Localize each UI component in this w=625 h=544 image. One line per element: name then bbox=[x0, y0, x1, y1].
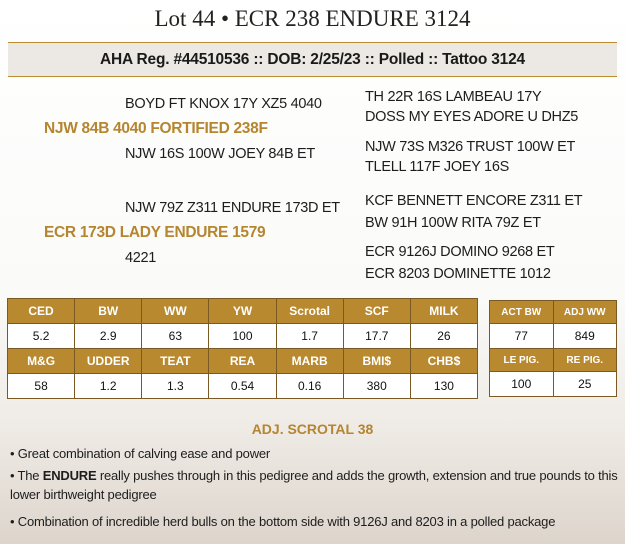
epd-value: 130 bbox=[410, 374, 477, 399]
epd-value-row-2 bbox=[8, 374, 478, 399]
sd-dam: TLELL 117F JOEY 16S bbox=[365, 159, 509, 175]
epd-header-row-2 bbox=[8, 349, 478, 374]
actual-header: LE PIG. bbox=[490, 349, 554, 372]
actual-header: RE PIG. bbox=[553, 349, 617, 372]
epd-header: SCF bbox=[343, 299, 410, 324]
dam-dam: 4221 bbox=[125, 250, 157, 266]
dd-dam: ECR 8203 DOMINETTE 1012 bbox=[365, 266, 551, 282]
sire-dam: NJW 16S 100W JOEY 84B ET bbox=[125, 146, 315, 162]
epd-value: 26 bbox=[410, 324, 477, 349]
actual-value: 100 bbox=[490, 372, 554, 397]
epd-header: BMI$ bbox=[343, 349, 410, 374]
bullet-3: • Combination of incredible herd bulls on the bottom side with 9126J and 8203 in a polled package bbox=[10, 514, 556, 529]
ds-dam: BW 91H 100W RITA 79Z ET bbox=[365, 215, 541, 231]
epd-header: MILK bbox=[410, 299, 477, 324]
bullet-2 bbox=[10, 466, 620, 504]
actual-header-row-1 bbox=[490, 301, 617, 324]
sire-sire: BOYD FT KNOX 17Y XZ5 4040 bbox=[125, 96, 322, 112]
actual-header-row-2 bbox=[490, 349, 617, 372]
epd-header: MARB bbox=[276, 349, 343, 374]
bullet-2-post: really pushes through in this pedigree and adds the growth, extension and true pounds to this lower birthweight pedigree bbox=[10, 468, 618, 502]
epd-table bbox=[7, 298, 478, 399]
bullet-2-bold: ENDURE bbox=[42, 468, 97, 483]
epd-header-row-1 bbox=[8, 299, 478, 324]
epd-header: WW bbox=[142, 299, 209, 324]
dd-sire: ECR 9126J DOMINO 9268 ET bbox=[365, 244, 555, 260]
actual-value-row-1 bbox=[490, 324, 617, 349]
epd-header: BW bbox=[75, 299, 142, 324]
actual-header: ADJ WW bbox=[553, 301, 617, 324]
epd-value: 1.3 bbox=[142, 374, 209, 399]
dam-sire: NJW 79Z Z311 ENDURE 173D ET bbox=[125, 200, 340, 216]
epd-header: M&G bbox=[8, 349, 75, 374]
ss-dam: DOSS MY EYES ADORE U DHZ5 bbox=[365, 109, 579, 125]
epd-value: 1.7 bbox=[276, 324, 343, 349]
epd-value: 17.7 bbox=[343, 324, 410, 349]
actual-header: ACT BW bbox=[490, 301, 554, 324]
dam: ECR 173D LADY ENDURE 1579 bbox=[44, 224, 266, 241]
epd-header: REA bbox=[209, 349, 276, 374]
actual-table bbox=[489, 300, 617, 397]
sd-sire: NJW 73S M326 TRUST 100W ET bbox=[365, 139, 576, 155]
adj-scrotal: ADJ. SCROTAL 38 bbox=[251, 421, 374, 437]
epd-value: 0.54 bbox=[209, 374, 276, 399]
epd-header: CHB$ bbox=[410, 349, 477, 374]
epd-value-row-1 bbox=[8, 324, 478, 349]
bullet-2-pre: • The bbox=[10, 468, 43, 483]
epd-value: 5.2 bbox=[8, 324, 75, 349]
epd-header: UDDER bbox=[75, 349, 142, 374]
epd-value: 0.16 bbox=[276, 374, 343, 399]
actual-value-row-2 bbox=[490, 372, 617, 397]
epd-value: 63 bbox=[142, 324, 209, 349]
epd-value: 380 bbox=[343, 374, 410, 399]
epd-value: 58 bbox=[8, 374, 75, 399]
epd-header: Scrotal bbox=[276, 299, 343, 324]
sire: NJW 84B 4040 FORTIFIED 238F bbox=[44, 120, 268, 137]
epd-value: 1.2 bbox=[75, 374, 142, 399]
epd-header: YW bbox=[209, 299, 276, 324]
lot-title: Lot 44 • ECR 238 ENDURE 3124 bbox=[154, 6, 471, 31]
epd-value: 2.9 bbox=[75, 324, 142, 349]
epd-value: 100 bbox=[209, 324, 276, 349]
epd-header: TEAT bbox=[142, 349, 209, 374]
ds-sire: KCF BENNETT ENCORE Z311 ET bbox=[365, 193, 583, 209]
registration-bar: AHA Reg. #44510536 :: DOB: 2/25/23 :: Polled :: Tattoo 3124 bbox=[8, 42, 617, 77]
actual-value: 849 bbox=[553, 324, 617, 349]
actual-value: 77 bbox=[490, 324, 554, 349]
ss-sire: TH 22R 16S LAMBEAU 17Y bbox=[365, 89, 542, 105]
bullet-1: • Great combination of calving ease and power bbox=[10, 446, 271, 461]
epd-header: CED bbox=[8, 299, 75, 324]
actual-value: 25 bbox=[553, 372, 617, 397]
